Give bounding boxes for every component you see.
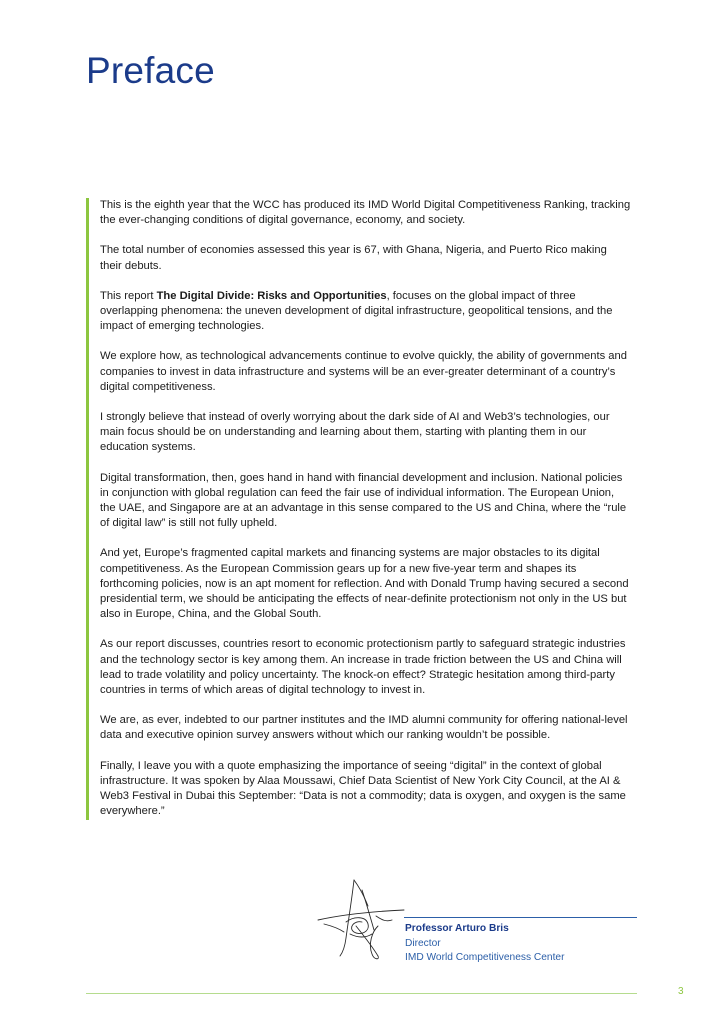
paragraph: As our report discusses, countries resort to economic protectionism partly to safeguard strategic industries and the technology sector is key among them. An increase in trade friction between the US and China will lead to trade volatility and policy uncertainty. The knock-on effect? Strategic hesitation among third-party countries in terms of which areas of digital technology to invest in. <box>100 638 626 697</box>
paragraph: We explore how, as technological advancements continue to evolve quickly, the ability of governments and companies to invest in data infrastructure and systems will be an ever-greater determinant of a country’s digital competitiveness. <box>100 350 627 393</box>
paragraph: The total number of economies assessed this year is 67, with Ghana, Nigeria, and Puerto Rico making their debuts. <box>100 244 607 272</box>
paragraph-text: This report <box>100 289 157 302</box>
report-title: The Digital Divide: Risks and Opportunities <box>156 289 387 302</box>
handwritten-signature <box>316 876 408 960</box>
preface-body <box>86 198 631 820</box>
paragraph: I strongly believe that instead of overly worrying about the dark side of AI and Web3’s technologies, our main focus should be on understanding and learning about them, starting with planting them in our education systems. <box>100 411 610 454</box>
paragraph: And yet, Europe’s fragmented capital markets and financing systems are major obstacles to its digital competitiveness. As the European Commission gears up for a new five-year term and shapes its forthcoming policies, now is an apt moment for reflection. And with Donald Trump having secured a second presidential term, we should be anticipating the effects of near-definite protectionism not only in the US but also in Europe, China, and the Global South. <box>100 547 629 621</box>
page-number: 3 <box>678 986 684 997</box>
paragraph: Finally, I leave you with a quote emphasizing the importance of seeing “digital” in the context of global infrastructure. It was spoken by Alaa Moussawi, Chief Data Scientist of New York City Council, at the AI & Web3 Festival in Dubai this September: “Data is not a commodity; data is oxygen, and oxygen is the same everywhere.” <box>100 759 626 818</box>
signature-divider <box>404 917 637 918</box>
signatory-name: Professor Arturo Bris <box>405 923 509 934</box>
paragraph: This is the eighth year that the WCC has produced its IMD World Digital Competitiveness Ranking, tracking the ever-changing conditions of digital governance, economy, and society. <box>100 199 631 227</box>
paragraph-text: , focuses on the global impact of three overlapping phenomena: the uneven development of digital infrastructure, geopolitical tensions, and the impact of emerging technologies. <box>100 289 613 333</box>
footer-divider <box>86 993 637 994</box>
page-title: Preface <box>86 50 215 91</box>
paragraph: We are, as ever, indebted to our partner institutes and the IMD alumni community for offering national-level data and executive opinion survey answers without which our ranking wouldn’t be possible. <box>100 714 628 742</box>
signatory-role: Director <box>405 937 441 949</box>
paragraph <box>100 289 631 335</box>
signature-block <box>405 922 564 966</box>
signatory-organization: IMD World Competitiveness Center <box>405 952 565 963</box>
paragraph: Digital transformation, then, goes hand in hand with financial development and inclusion. National policies in conjunction with global regulation can feed the fair use of individual information. The European Union, the UAE, and Singapore are at an advantage in this sense compared to the US and China, where the “rule of digital law” is still not fully upheld. <box>100 471 627 530</box>
